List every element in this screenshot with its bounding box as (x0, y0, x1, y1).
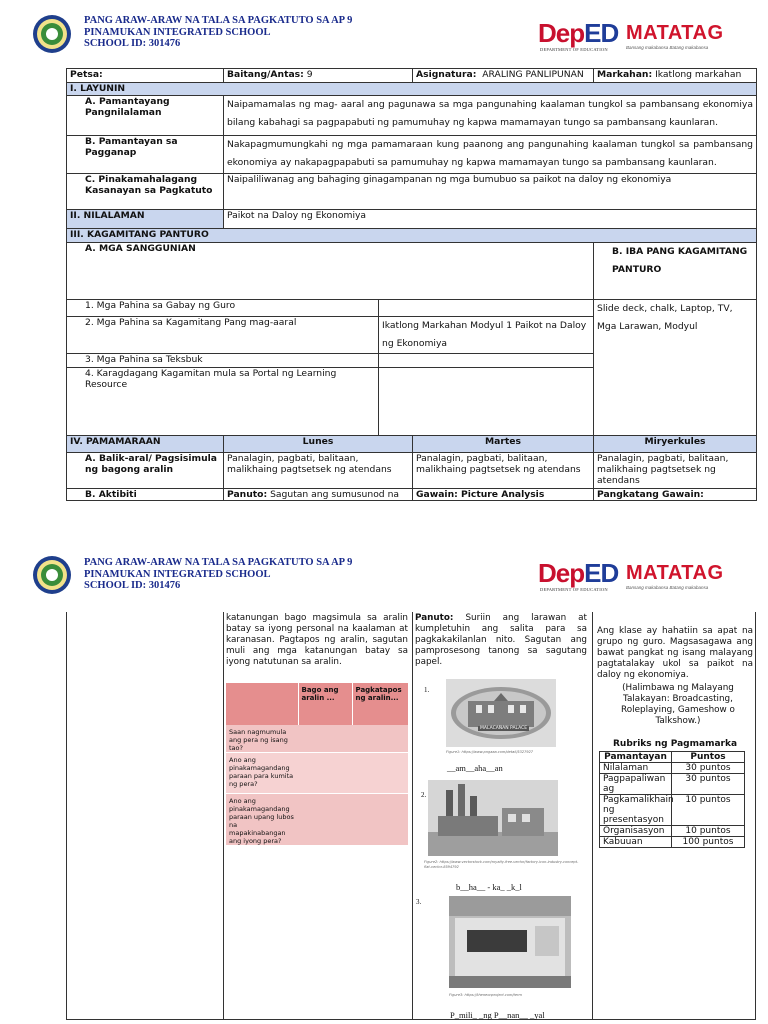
deped-logo: DepED (538, 558, 619, 588)
balik-miyerkules: Panalagin, pagbati, balitaan, malikhaing pagtsetsek ng atendans (594, 453, 757, 489)
pamantayang-label: A. Pamantayang Pangnilalaman (67, 96, 224, 136)
figure-3-caption: Figure3: https://theneonproject.com/term (449, 993, 522, 997)
layunin-heading: I. LAYUNIN (67, 83, 757, 96)
header-line-3: SCHOOL ID: 301476 (84, 38, 181, 49)
kwl-header-bago: Bago ang aralin ... (298, 683, 352, 725)
header-line-2: PINAMUKAN INTEGRATED SCHOOL (84, 26, 271, 38)
rubriks-row-label: Kabuuan (600, 837, 672, 848)
rubriks-row-label: Pagkamalikhain ng presentasyon (600, 795, 672, 826)
miyerkules-heading: Miryerkules (594, 436, 757, 453)
matatag-tagline: Bansang makabansa Batang makabansa (626, 585, 709, 590)
malacanang-label: MALACAÑAN PALACE (480, 726, 528, 731)
miyerkules-instructions: Ang klase ay hahatiin sa apat na grupo ng guro. Magsasagawa ang bawat pangkat ng isang malayang pagtatalakay ukol sa paikot na daloy ng ekonomiya. (597, 626, 753, 680)
pagganap-text: Nakapagmumungkahi ng mga pamamaraan kung paanong ang pangunahing kaalaman tungkol sa pambansang ekonomiya ay nakapagpapabuti sa pamumuhay ng kapwa mamamayan tungo sa pambansang kaunlaran. (224, 136, 757, 174)
rubriks-row-points: 10 puntos (672, 826, 745, 837)
matatag-logo: MATATAG (626, 562, 724, 584)
rubriks-header-pamantayan: Pamantayan (600, 752, 672, 763)
aktibiti-martes: Gawain: Picture Analysis (413, 489, 594, 501)
kwl-question-1: Saan nagmumula ang pera ng isang tao? (226, 725, 298, 753)
rubriks-row-points: 30 puntos (672, 774, 745, 795)
iba-pang-heading: B. IBA PANG KAGAMITANG PANTURO (594, 243, 757, 300)
matatag-tagline: Bansang makabansa Batang makabansa (626, 45, 709, 50)
lunes-heading: Lunes (224, 436, 413, 453)
martes-instructions: Panuto: Suriin ang larawan at kumpletuhin ang salita para sa pagkakakilanlan nito. Sagutan ang pamprosesong tanong sa sagutang papel. (415, 613, 587, 667)
rubriks-header-puntos: Puntos (672, 752, 745, 763)
kwl-question-2: Ano ang pinakamagandang paraan para kumita ng pera? (226, 753, 298, 794)
martes-heading: Martes (413, 436, 594, 453)
header-title (84, 557, 352, 592)
item-number-3: 3. (416, 898, 422, 906)
school-seal-icon (32, 14, 72, 54)
deped-subtitle: DEPARTMENT OF EDUCATION (540, 47, 608, 52)
rubriks-row-label: Nilalaman (600, 763, 672, 774)
ref-2-value: Ikatlong Markahan Modyul 1 Paikot na Daloy ng Ekonomiya (379, 317, 594, 354)
nilalaman-heading: II. NILALAMAN (67, 210, 224, 229)
lunes-instructions: katanungan bago magsimula sa aralin batay sa iyong personal na kaalaman at karanasan. Pagtapos ng aralin, sagutan muli ang mga katanungan batay sa iyong natutunan sa aralin. (226, 613, 408, 667)
aktibiti-lunes: Panuto: Sagutan ang sumusunod na (224, 489, 413, 501)
ref-2: 2. Mga Pahina sa Kagamitang Pang mag-aaral (67, 317, 379, 354)
ref-3: 3. Mga Pahina sa Teksbuk (67, 354, 379, 368)
header-line-1: PANG ARAW-ARAW NA TALA SA PAGKATUTO SA AP 9 (84, 557, 353, 568)
figure-2-caption: Figure2: https://www.vectorstock.com/royalty-free-vector/factory-icon-industry-concept-flat-vector-8594792 (424, 860, 579, 869)
blank-3: P_mili_ _ng P__nan__ _yal (450, 1010, 545, 1020)
kasanayan-text: Naipaliliwanag ang bahaging ginagampanan ng mga bumubuo sa paikot na daloy ng ekonomiya (224, 174, 757, 210)
markahan-cell: Markahan: Ikatlong markahan (594, 69, 757, 83)
asignatura-cell: Asignatura: ARALING PANLIPUNAN (413, 69, 594, 83)
page-2 (0, 540, 768, 1024)
kwl-question-3: Ano ang pinakamagandang paraan upang lubos na mapakinabangan ang iyong pera? (226, 794, 298, 846)
baitang-cell: Baitang/Antas: 9 (224, 69, 413, 83)
kasanayan-label: C. Pinakamahalagang Kasanayan sa Pagkatuto (67, 174, 224, 210)
talakayan-example: (Halimbawa ng Malayang Talakayan: Broadcasting, Roleplaying, Gameshow o Talkshow.) (621, 683, 735, 726)
kagamitan-heading: III. KAGAMITANG PANTURO (67, 229, 757, 243)
lesson-table-page-1 (66, 68, 757, 501)
sanggunian-heading: A. MGA SANGGUNIAN (67, 243, 594, 300)
iba-pang-text: Slide deck, chalk, Laptop, TV, Mga Larawan, Modyul (594, 300, 757, 436)
building-image (449, 896, 571, 988)
balik-lunes: Panalagin, pagbati, balitaan, malikhaing pagtsetsek ng atendans (224, 453, 413, 489)
header-line-2: PINAMUKAN INTEGRATED SCHOOL (84, 568, 271, 580)
balik-aral-label: A. Balik-aral/ Pagsisimula ng bagong aralin (67, 453, 224, 489)
aktibiti-label: B. Aktibiti (67, 489, 224, 501)
kwl-table (226, 683, 408, 845)
matatag-logo: MATATAG (626, 22, 724, 44)
petsa-cell: Petsa: (67, 69, 224, 83)
rubriks-row-points: 30 puntos (672, 763, 745, 774)
rubriks-row-label: Pagpapaliwanag (600, 774, 672, 795)
balik-martes: Panalagin, pagbati, balitaan, malikhaing pagtsetsek ng atendans (413, 453, 594, 489)
header-title (84, 15, 352, 50)
rubriks-row-label: Organisasyon (600, 826, 672, 837)
school-seal-icon (32, 555, 72, 595)
rubriks-row-points: 100 puntos (672, 837, 745, 848)
nilalaman-text: Paikot na Daloy ng Ekonomiya (224, 210, 757, 229)
blank-2: b__ha__ - ka_ _k_l (456, 882, 522, 892)
aktibiti-miyerkules: Pangkatang Gawain: (594, 489, 757, 501)
item-number-1: 1. (424, 686, 430, 694)
deped-subtitle: DEPARTMENT OF EDUCATION (540, 587, 608, 592)
figure-1-caption: Figure1: https://www.pngaaa.com/detail/5327927 (446, 750, 534, 754)
rubriks-row-points: 10 puntos (672, 795, 745, 826)
ref-4: 4. Karagdagang Kagamitan mula sa Portal ng Learning Resource (67, 368, 379, 436)
item-number-2: 2. (421, 791, 427, 799)
factory-image (428, 780, 558, 856)
blank-1: __am__aha__an (447, 763, 503, 773)
deped-logo: DepED (538, 18, 619, 48)
kwl-header-pagkatapos: Pagkatapos ng aralin... (352, 683, 408, 725)
rubriks-title: Rubriks ng Pagmamarka (612, 739, 738, 749)
header-line-3: SCHOOL ID: 301476 (84, 580, 181, 591)
malacanang-palace-image (446, 679, 556, 747)
rubriks-table (599, 751, 745, 848)
ref-1: 1. Mga Pahina sa Gabay ng Guro (67, 300, 379, 317)
pamamaraan-heading: IV. PAMAMARAAN (67, 436, 224, 453)
pagganap-label: B. Pamantayan sa Pagganap (67, 136, 224, 174)
header-line-1: PANG ARAW-ARAW NA TALA SA PAGKATUTO SA AP 9 (84, 15, 353, 26)
page-1 (0, 0, 768, 510)
pamantayang-text: Naipamamalas ng mag- aaral ang pagunawa sa mga pangunahing kaalaman tungkol sa pambansang ekonomiya bilang kabahagi sa pagpapabuti ng pamumuhay ng kapwa mamamayan tungo sa pambansang kaunlaran. (224, 96, 757, 136)
